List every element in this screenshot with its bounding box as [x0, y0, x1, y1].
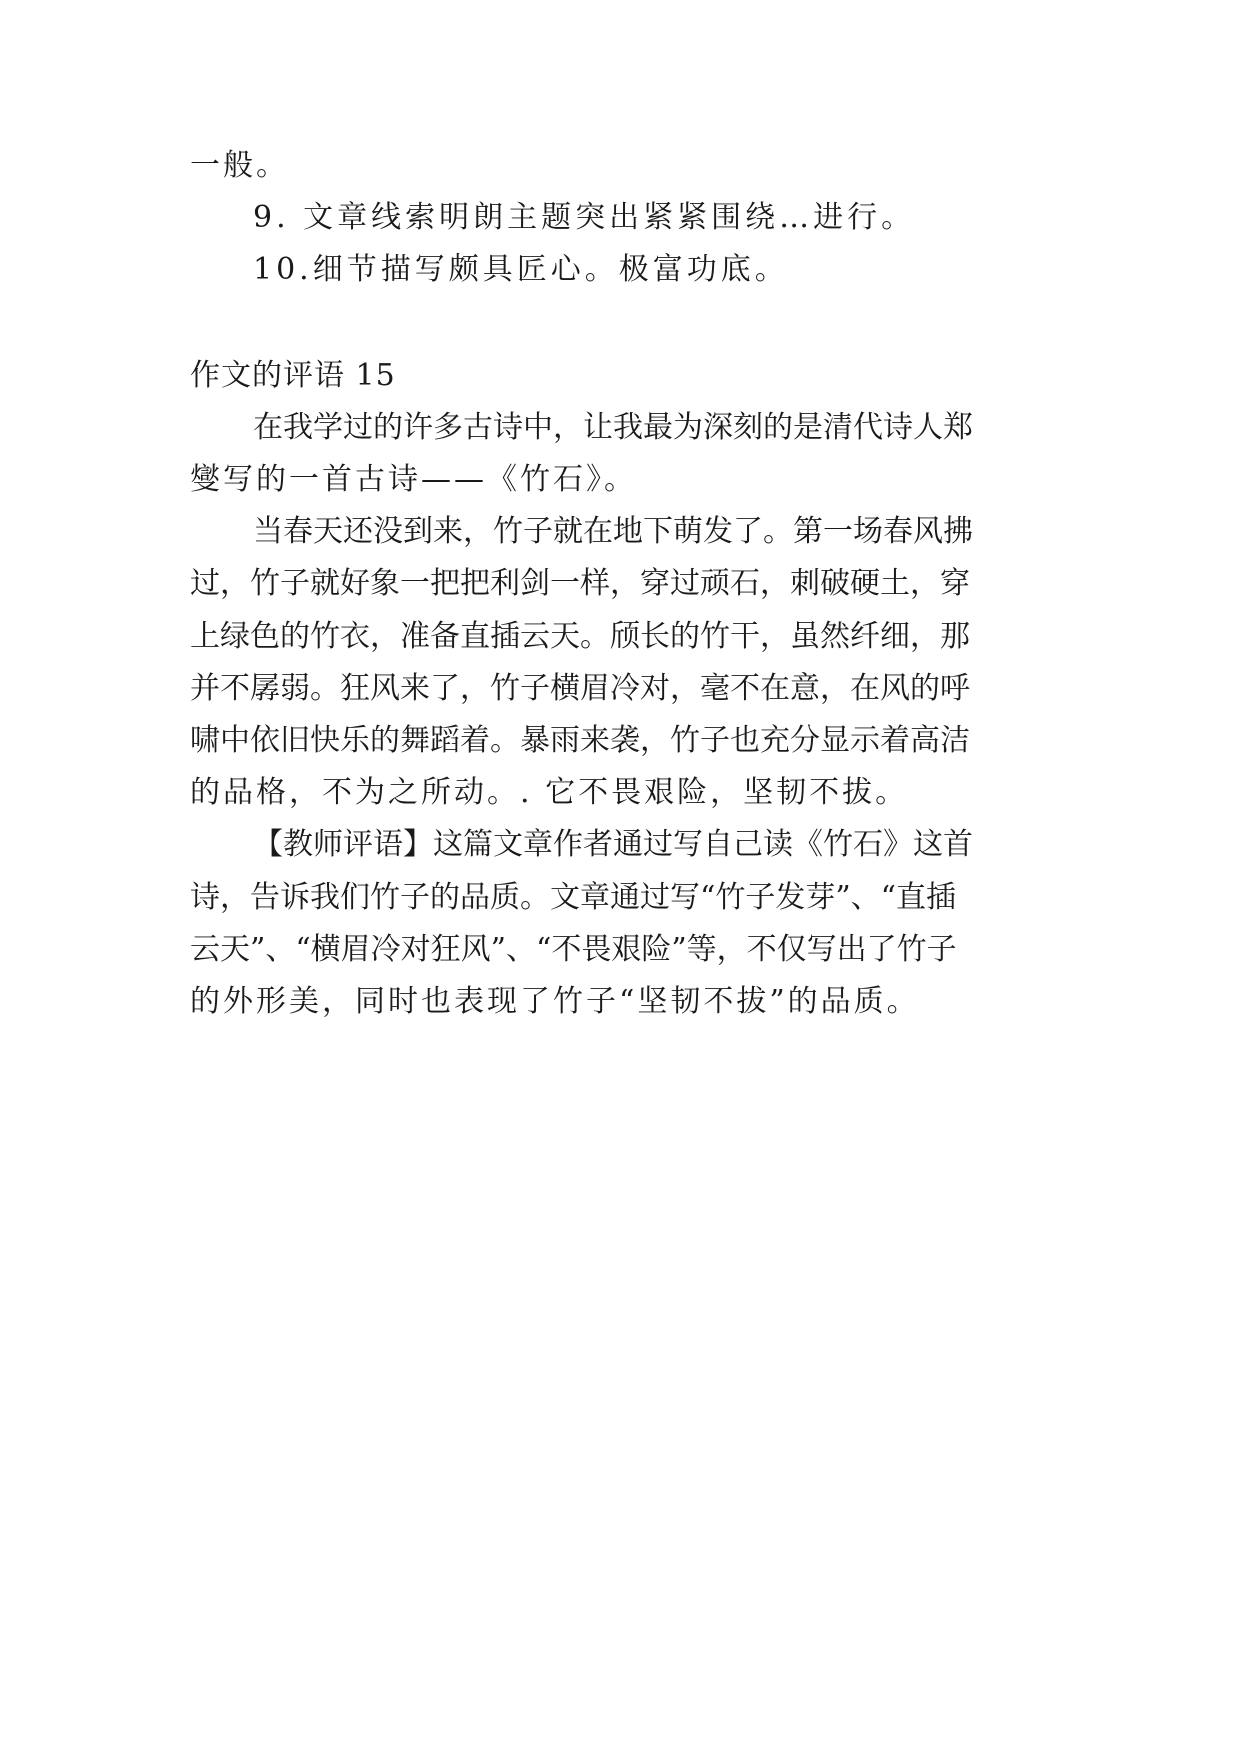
list-item-10: 10.细节描写颇具匠心。极富功底。: [253, 252, 789, 287]
essay-line: 燮写的一首古诗——《竹石》。: [190, 462, 637, 497]
essay-line: 并不孱弱。狂风来了，竹子横眉冷对，毫不在意，在风的呼: [190, 671, 970, 706]
essay-line: 过，竹子就好象一把把利剑一样，穿过顽石，刺破硬土，穿: [190, 566, 970, 601]
section-title: 作文的评语 15: [190, 358, 396, 393]
essay-line: 上绿色的竹衣，准备直插云天。颀长的竹干，虽然纤细，那: [190, 619, 970, 654]
essay-line: 当春天还没到来，竹子就在地下萌发了。第一场春风拂: [253, 514, 973, 549]
essay-line: 啸中依旧快乐的舞蹈着。暴雨来袭，竹子也充分显示着高洁: [190, 723, 970, 758]
essay-line: 的品格，不为之所动。. 它不畏艰险，坚韧不拔。: [190, 775, 909, 810]
teacher-comment-line: 【教师评语】这篇文章作者通过写自己读《竹石》这首: [253, 827, 973, 862]
teacher-comment-line: 的外形美，同时也表现了竹子“坚韧不拔”的品质。: [190, 984, 920, 1019]
teacher-comment-line: 云天”、“横眉冷对狂风”、“不畏艰险”等，不仅写出了竹子: [190, 932, 957, 967]
list-item-9: 9. 文章线索明朗主题突出紧紧围绕…进行。: [253, 200, 916, 235]
prev-paragraph-tail: 一般。: [190, 148, 289, 183]
essay-line: 在我学过的许多古诗中，让我最为深刻的是清代诗人郑: [253, 410, 973, 445]
teacher-comment-line: 诗，告诉我们竹子的品质。文章通过写“竹子发芽”、“直插: [190, 880, 957, 915]
